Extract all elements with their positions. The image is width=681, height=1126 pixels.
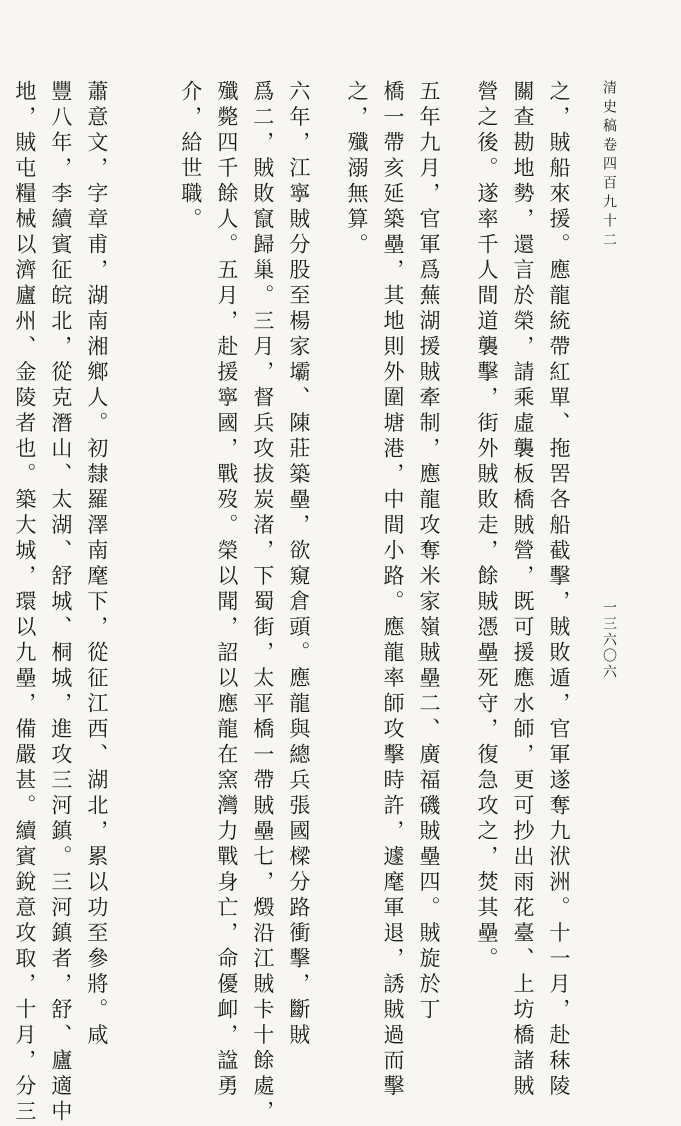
page-number: 一三六〇六 [601, 600, 617, 680]
text-column: 關查勘地勢，還言於榮，請乘虛襲板橋賊營，既可援應水師，更可抄出雨花臺、上坊橋諸賊 [511, 80, 535, 1100]
text-column: 殲斃四千餘人。五月，赴援寧國，戰歿。榮以聞，詔以應龍在窯灣力戰身亡，命優卹，諡勇 [214, 80, 239, 1100]
text-column: 之，賊船來援。應龍統帶紅單、拖罟各船截擊，賊敗遁，官軍遂奪九洑洲。十一月，赴秣陵 [547, 80, 571, 1100]
text-column: 六年，江寧賊分股至楊家壩、陳莊築壘，欲窺倉頭。應龍與總兵張國樑分路衝擊，斷賊 [286, 80, 311, 1049]
running-head: 清史稿卷四百九十二 [601, 80, 617, 251]
text-column: 地，賊屯糧械以濟廬州、金陵者也。築大城，環以九壘，備嚴甚。續賓銳意攻取，十月，分三 [12, 80, 37, 1126]
text-column: 爲二，賊敗竄歸巢。三月，督兵攻拔炭渚，下蜀街，太平橋一帶賊壘七，燬沿江賊卡十餘處， [250, 80, 275, 1126]
blank-column [137, 80, 173, 970]
text-column [0, 80, 7, 970]
text-column: 豐八年，李續賓征皖北，從克潛山、太湖、舒城、桐城，進攻三河鎮。三河鎮者，舒、廬適中 [48, 80, 73, 1126]
text-column: 五年九月，官軍爲蕪湖援賊牽制，應龍攻奪米家嶺賊壘二、廣福磯賊壘四。賊旋於丁 [416, 80, 441, 1024]
text-column: 營之後。遂率千人間道襲擊，街外賊敗走，餘賊憑壘死守，復急攻之，焚其壘。 [475, 80, 499, 973]
text-column: 介，給世職。 [178, 80, 203, 233]
text-column: 橋一帶亥延築壘，其地則外圍塘港，中間小路。應龍率師攻擊時許，遽麾軍退，誘賊過而擊 [380, 80, 405, 1100]
text-column: 之，殲溺無算。 [344, 80, 369, 259]
body-text [12, 80, 577, 1126]
text-column: 蕭意文，字章甫，湖南湘鄉人。初隸羅澤南麾下，從征江西、湖北，累以功至參將。咸 [84, 80, 109, 1049]
